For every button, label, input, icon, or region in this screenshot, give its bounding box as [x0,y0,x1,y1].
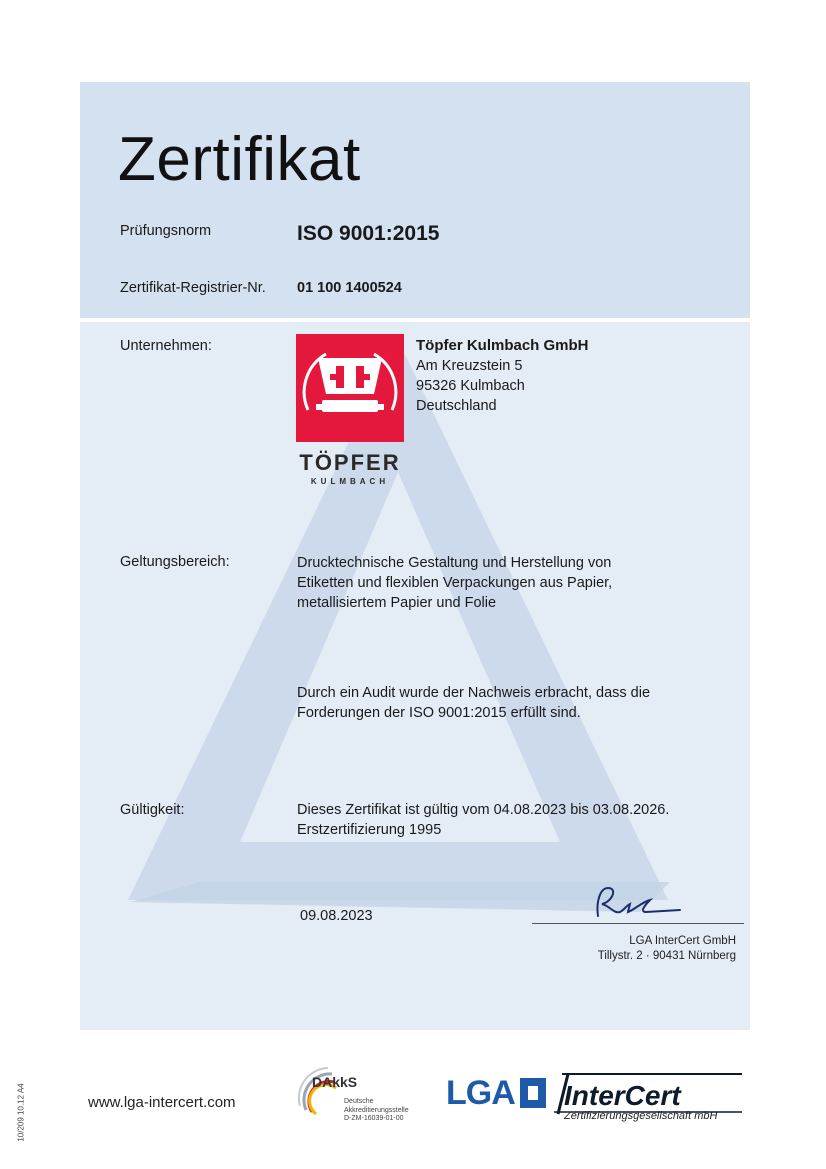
scope-line: Drucktechnische Gestaltung und Herstellung von [297,555,612,571]
standard-label: Prüfungsnorm [120,223,212,239]
intercert-subtitle: Zertifizierungsgesellschaft mbH [564,1110,718,1122]
signature-icon [588,882,684,922]
logo-sub: KULMBACH [310,477,390,486]
intercert-wordmark: InterCert [564,1080,681,1111]
company-country: Deutschland [416,398,497,414]
standard-value: ISO 9001:2015 [297,222,440,245]
company-name: Töpfer Kulmbach GmbH [416,337,589,354]
validity-line: Dieses Zertifikat ist gültig vom 04.08.2023 bis 03.08.2026. [297,802,670,818]
validity-text [297,800,669,840]
dakks-line: Deutsche [344,1098,374,1105]
issuer-name: LGA InterCert GmbH [629,935,736,947]
audit-line: Forderungen der ISO 9001:2015 erfüllt sind. [297,705,581,721]
company-logo [296,334,404,486]
logo-word: TÖPFER [299,450,401,475]
dakks-line: Akkreditierungsstelle [344,1106,409,1114]
scope-line: Etiketten und flexiblen Verpackungen aus Papier, [297,575,613,591]
scope-text [297,553,612,613]
dakks-text [344,1098,409,1124]
signature-line [532,923,744,924]
company-city: 95326 Kulmbach [416,378,525,394]
company-label: Unternehmen: [120,338,212,354]
issue-date: 09.08.2023 [300,908,373,924]
issuer-address: Tillystr. 2 · 90431 Nürnberg [597,949,736,962]
validity-label: Gültigkeit: [120,802,185,818]
footer-url: www.lga-intercert.com [88,1094,236,1111]
company-address [416,336,589,416]
scope-line: metallisiertem Papier und Folie [297,595,497,611]
lga-wordmark: LGA [446,1074,515,1112]
validity-line: Erstzertifizierung 1995 [297,822,442,838]
registry-value: 01 100 1400524 [297,280,402,296]
company-street: Am Kreuzstein 5 [416,358,523,374]
side-code: 10/209 10.12 A4 [16,1083,26,1142]
scope-label: Geltungsbereich: [120,554,230,570]
dakks-title: DAkkS [312,1074,358,1090]
issuer-block [598,934,736,963]
dakks-line: D-ZM-16039-01-00 [344,1115,404,1122]
registry-label: Zertifikat-Registrier-Nr. [120,280,266,296]
audit-statement [297,683,650,723]
certificate-title: Zertifikat [118,125,361,194]
audit-line: Durch ein Audit wurde der Nachweis erbracht, dass die [297,685,651,701]
